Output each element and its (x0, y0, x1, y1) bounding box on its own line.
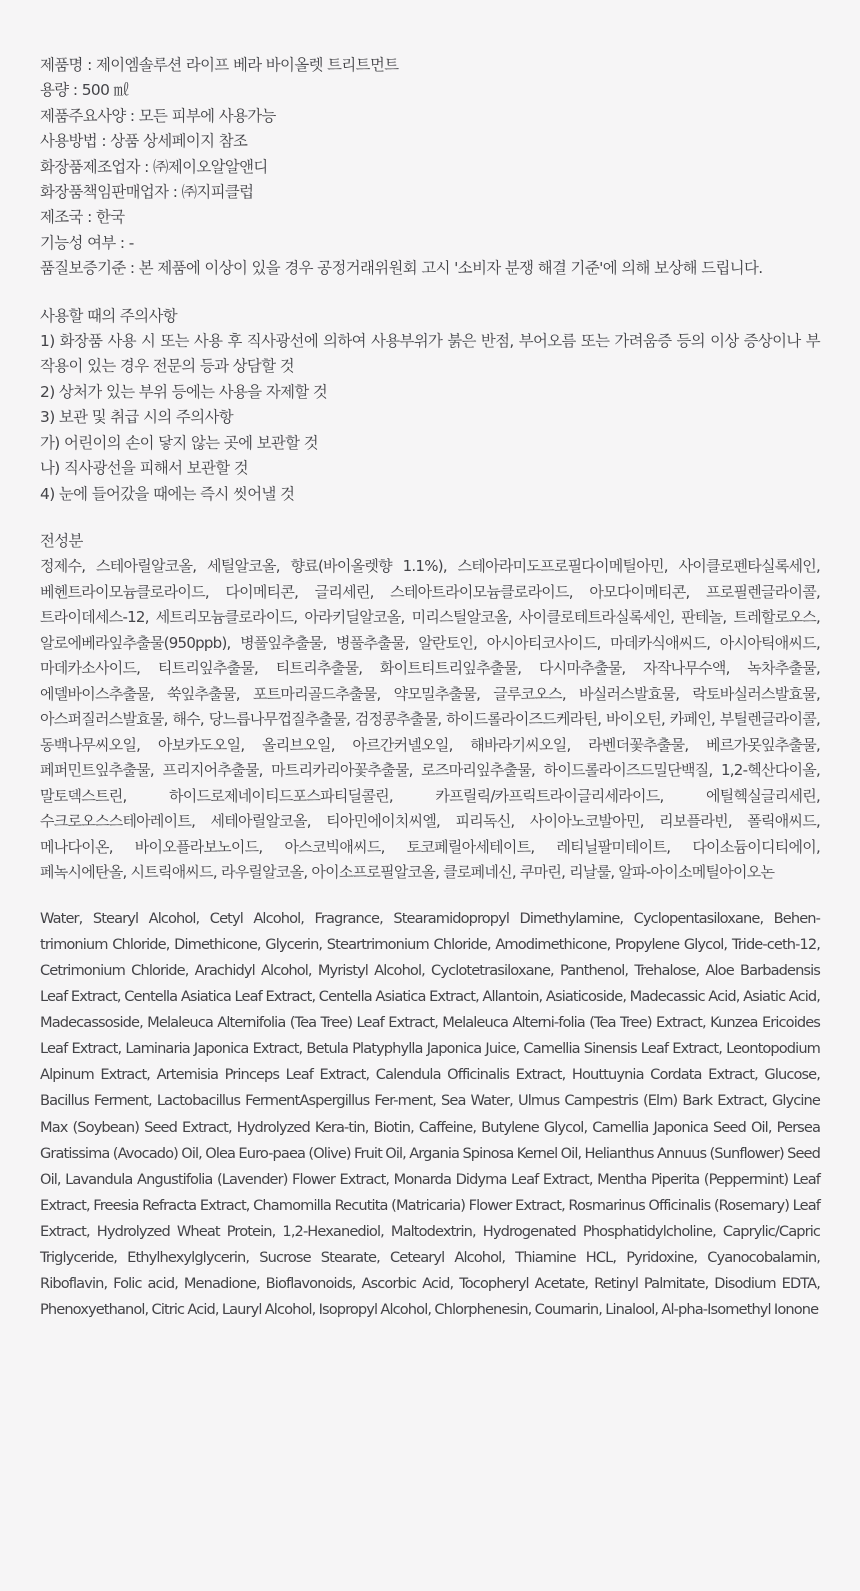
section-spacer (40, 886, 820, 906)
volume-line: 용량 : 500 ㎖ (40, 81, 129, 100)
manufacturer-line: 화장품제조업자 : ㈜제이오알알앤디 (40, 157, 268, 176)
caution-item: 4) 눈에 들어갔을 때에는 즉시 씻어낼 것 (40, 484, 295, 503)
ingredients-english: Water, Stearyl Alcohol, Cetyl Alcohol, Fragrance, Stearamidopropyl Dimethylamine, Cyclopentasiloxane, Behen-trimonium Chloride, Dimethicone, Glycerin, Steartrimonium Chloride, Amodimethicone, Propylene Glycol, Tride-ceth-12, Cetrimonium Chloride, Arachidyl Alcohol, Myristyl Alcohol, Cyclotetrasiloxane, Panthenol, Trehalose, Aloe Barbadensis Leaf Extract, Centella Asiatica Leaf Extract, Centella Asiatica Extract, Allantoin, Asiaticoside, Madecassic Acid, Asiatic Acid, Madecassoside, Melaleuca Alternifolia (Tea Tree) Leaf Extract, Melaleuca Alterni-folia (Tea Tree) Extract, Kunzea Ericoides Leaf Extract, Laminaria Japonica Extract, Betula Platyphylla Japonica Juice, Camellia Sinensis Leaf Extract, Leontopodium Alpinum Extract, Artemisia Princeps Leaf Extract, Calendula Officinalis Extract, Houttuynia Cordata Extract, Glucose, Bacillus Ferment, Lactobacillus FermentAspergillus Fer-ment, Sea Water, Ulmus Campestris (Elm) Bark Extract, Glycine Max (Soybean) Seed Extract, Hydrolyzed Kera-tin, Biotin, Caffeine, Butylene Glycol, Camellia Japonica Seed Oil, Persea Gratissima (Avocado) Oil, Olea Euro-paea (Olive) Fruit Oil, Argania Spinosa Kernel Oil, Helianthus Annuus (Sunflower) Seed Oil, Lavandula Angustifolia (Lavender) Flower Extract, Monarda Didyma Leaf Extract, Mentha Piperita (Peppermint) Leaf Extract, Freesia Refracta Extract, Chamomilla Recutita (Matricaria) Flower Extract, Rosmarinus Officinalis (Rosemary) Leaf Extract, Hydrolyzed Wheat Protein, 1,2-Hexanediol, Maltodextrin, Hydrogenated Phosphatidylcholine, Caprylic/Capric Triglyceride, Ethylhexylglycerin, Sucrose Stearate, Cetearyl Alcohol, Thiamine HCL, Pyridoxine, Cyanocobalamin, Riboflavin, Folic acid, Menadione, Bioflavonoids, Ascorbic Acid, Tocopheryl Acetate, Retinyl Palmitate, Disodium EDTA, Phenoxyethanol, Citric Acid, Lauryl Alcohol, Isopropyl Alcohol, Chlorphenesin, Coumarin, Linalool, Al-pha-Isomethyl Ionone (40, 909, 820, 1319)
caution-item: 가) 어린이의 손이 닿지 않는 곳에 보관할 것 (40, 433, 318, 452)
caution-item: 2) 상처가 있는 부위 등에는 사용을 자제할 것 (40, 382, 328, 401)
product-name-line: 제품명 : 제이엠솔루션 라이프 베라 바이올렛 트리트먼트 (40, 56, 399, 74)
section-spacer (40, 282, 820, 304)
cautions-section (40, 304, 820, 507)
main-spec-line: 제품주요사양 : 모든 피부에 사용가능 (40, 106, 276, 125)
quality-guarantee-line: 품질보증기준 : 본 제품에 이상이 있을 경우 공정거래위원회 고시 '소비자 분쟁 해결 기준'에 의해 보상해 드립니다. (40, 259, 763, 278)
country-line: 제조국 : 한국 (40, 208, 125, 227)
ingredients-section (40, 529, 820, 1323)
distributor-line: 화장품책임판매업자 : ㈜지피클럽 (40, 183, 254, 202)
caution-item: 1) 화장품 사용 시 또는 사용 후 직사광선에 의하여 사용부위가 붉은 반점, 부어오름 또는 가려움증 등의 이상 증상이나 부작용이 있는 경우 전문의 등과 상담할 것 (40, 332, 820, 376)
ingredients-korean: 정제수, 스테아릴알코올, 세틸알코올, 향료(바이올렛향 1.1%), 스테아라미도프로필다이메틸아민, 사이클로펜타실록세인, 베헨트라이모늄클로라이드, 다이메티콘, 글리세린, 스테아트라이모늄클로라이드, 아모다이메티콘, 프로필렌글라이콜, 트라이데세스-12, 세트리모늄클로라이드, 아라키딜알코올, 미리스틸알코올, 사이클로테트라실록세인, 판테놀, 트레할로오스, 알로에베라잎추출물(950ppb), 병풀잎추출물, 병풀추출물, 알란토인, 아시아티코사이드, 마데카식애씨드, 아시아틱애씨드, 마데카소사이드, 티트리잎추출물, 티트리추출물, 화이트티트리잎추출물, 다시마추출물, 자작나무수액, 녹차추출물, 에델바이스추출물, 쑥잎추출물, 포트마리골드추출물, 약모밀추출물, 글루코오스, 바실러스발효물, 락토바실러스발효물, 아스퍼질러스발효물, 해수, 당느릅나무껍질추출물, 검정콩추출물, 하이드롤라이즈드케라틴, 바이오틴, 카페인, 부틸렌글라이콜, 동백나무씨오일, 아보카도오일, 올리브오일, 아르간커넬오일, 해바라기씨오일, 라벤더꽃추출물, 베르가못잎추출물, 페퍼민트잎추출물, 프리지어추출물, 마트리카리아꽃추출물, 로즈마리잎추출물, 하이드롤라이즈드밀단백질, 1,2-헥산다이올, 말토덱스트린, 하이드로제네이티드포스파티딜콜린, 카프릴릭/카프릭트라이글리세라이드, 에틸헥실글리세린, 수크로오스스테아레이트, 세테아릴알코올, 티아민에이치씨엘, 피리독신, 사이아노코발아민, 리보플라빈, 폴릭애씨드, 메나다이온, 바이오플라보노이드, 아스코빅애씨드, 토코페릴아세테이트, 레티닐팔미테이트, 다이소듐이디티에이, 페녹시에탄올, 시트릭애씨드, 라우릴알코올, 아이소프로필알코올, 클로페네신, 쿠마린, 리날룰, 알파-아이소메틸아이오논 (40, 557, 820, 882)
usage-line: 사용방법 : 상품 상세페이지 참조 (40, 132, 248, 151)
caution-item: 나) 직사광선을 피해서 보관할 것 (40, 459, 249, 478)
caution-item: 3) 보관 및 취급 시의 주의사항 (40, 408, 233, 427)
ingredients-title: 전성분 (40, 531, 83, 550)
product-info-section (40, 53, 820, 282)
cautions-title: 사용할 때의 주의사항 (40, 306, 177, 325)
functional-line: 기능성 여부 : - (40, 233, 134, 252)
section-spacer (40, 507, 820, 529)
